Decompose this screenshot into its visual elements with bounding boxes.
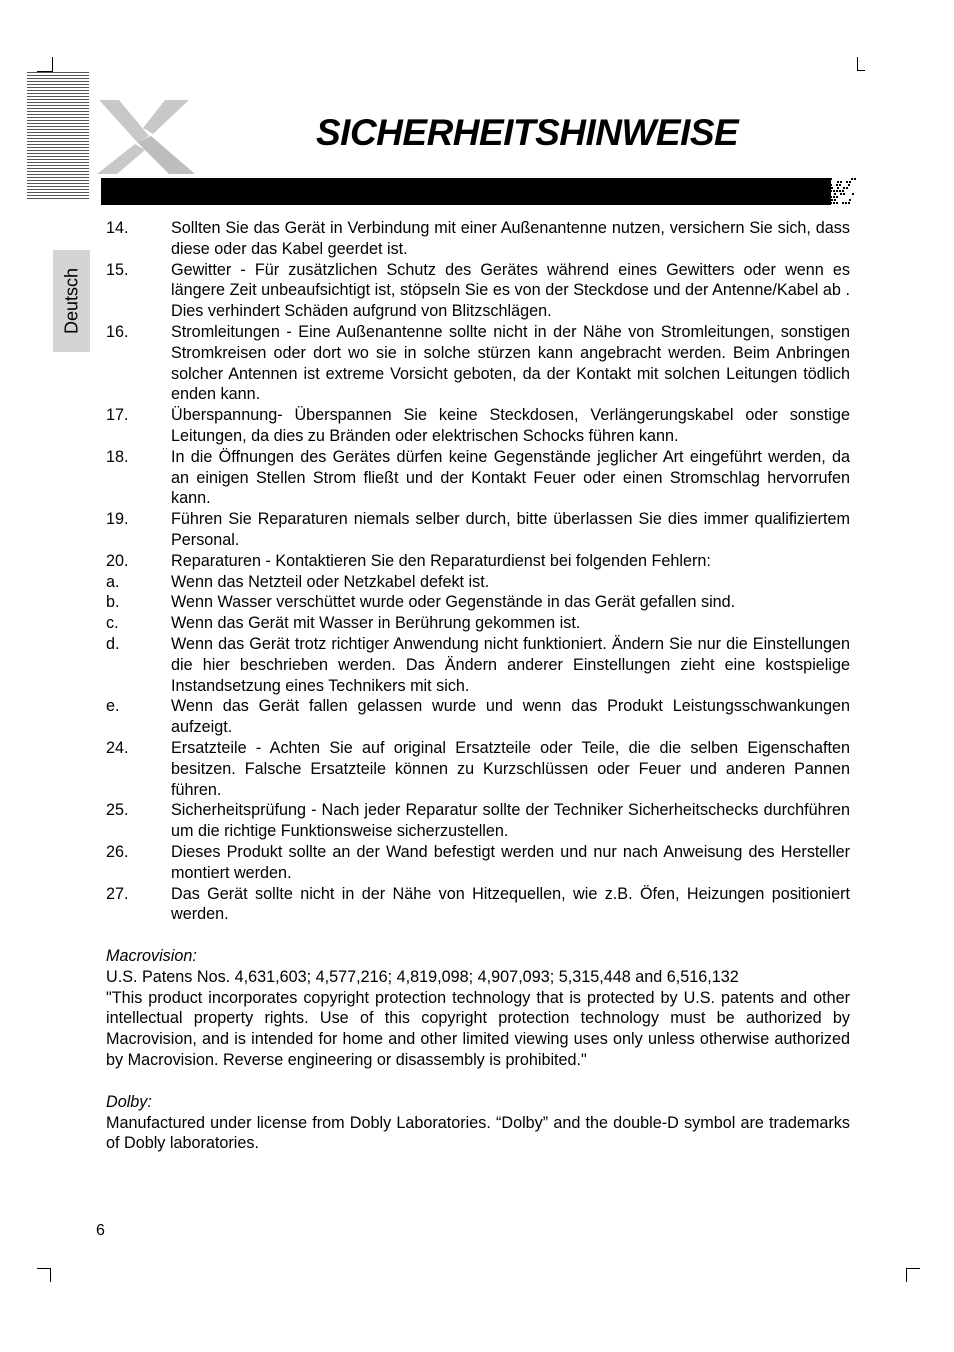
brand-x-logo bbox=[97, 98, 197, 178]
list-item-text: Stromleitungen - Eine Außenantenne sollte nicht in der Nähe von Stromleitungen, sonstigen Stromkreisen oder dort wo sie in solche stürzen kann angebracht werden. Beim Anbringen solcher Antennen ist extreme Vorsicht geboten, da der Kontakt mit solchen Leitungen tödlich enden kann. bbox=[171, 322, 850, 404]
list-item-text: Das Gerät sollte nicht in der Nähe von Hitzequellen, wie z.B. Öfen, Heizungen positioniert werden. bbox=[171, 884, 850, 924]
list-item-text: Ersatzteile - Achten Sie auf original Ersatzteile oder Teile, die die selben Eigenschaften besitzen. Falsche Ersatzteile können zu Kurzschlüssen oder Feuer und anderen Pannen führen. bbox=[171, 738, 850, 799]
safety-list bbox=[106, 218, 850, 925]
list-item-number: b. bbox=[106, 593, 120, 612]
list-item-text: Sollten Sie das Gerät in Verbindung mit einer Außenantenne nutzen, versichern Sie sich, dass diese oder das Kabel geerdet ist. bbox=[171, 219, 850, 258]
list-item bbox=[106, 592, 850, 613]
macrovision-heading: Macrovision: bbox=[106, 947, 197, 966]
list-item-number: 18. bbox=[106, 447, 129, 466]
title-bar bbox=[101, 178, 831, 205]
list-item-text: In die Öffnungen des Gerätes dürfen keine Gegenstände jeglicher Art eingeführt werden, da an einigen Stellen Strom fließt und der Kontakt Feuer oder einen Stromschlag hervorrufen kann. bbox=[171, 447, 850, 508]
list-item-text: Gewitter - Für zusätzlichen Schutz des Gerätes während eines Gewitters oder wenn es längere Zeit unbeaufsichtigt ist, stöpseln Sie es von der Steckdose und der Antenne/Kabel ab . Dies verhindert Schäden aufgrund von Blitzschlägen. bbox=[171, 260, 850, 321]
macrovision-body: "This product incorporates copyright protection technology that is protected by U.S. patents and other intellectual property rights. Use of this copyright protection technology must be authorized by Macrovision, and is intended for home and other limited viewing uses only unless otherwise authorized by Macrovision. Reverse engineering or disassembly is prohibited." bbox=[106, 988, 850, 1070]
list-item bbox=[106, 509, 850, 551]
dolby-body: Manufactured under license from Dobly Laboratories. “Dolby” and the double-D symbol are trademarks of Dobly laboratories. bbox=[106, 1113, 850, 1153]
list-item bbox=[106, 634, 850, 696]
list-item-number: 14. bbox=[106, 219, 129, 237]
title-bar-dither bbox=[818, 178, 856, 205]
dolby-heading: Dolby: bbox=[106, 1092, 152, 1111]
list-item-text: Überspannung- Überspannen Sie keine Steckdosen, Verlängerungskabel oder sonstige Leitungen, da dies zu Bränden oder elektrischen Schocks führen kann. bbox=[171, 406, 850, 445]
macrovision-section bbox=[106, 946, 850, 1071]
list-item-text: Führen Sie Reparaturen niemals selber durch, bitte überlassen Sie dies immer qualifiziertem Personal. bbox=[171, 510, 850, 549]
language-tab-label: Deutsch bbox=[61, 267, 81, 335]
list-item bbox=[106, 322, 850, 405]
list-item bbox=[106, 218, 850, 260]
list-item bbox=[106, 551, 850, 572]
list-item bbox=[106, 696, 850, 738]
list-item-number: e. bbox=[106, 697, 120, 716]
list-item-number: 19. bbox=[106, 510, 129, 529]
list-item-text: Dieses Produkt sollte an der Wand befestigt werden und nur nach Anweisung des Hersteller montiert werden. bbox=[171, 842, 850, 882]
page-number: 6 bbox=[96, 1222, 105, 1239]
dolby-section bbox=[106, 1092, 850, 1154]
language-tab bbox=[53, 250, 90, 352]
list-item-text: Reparaturen - Kontaktieren Sie den Reparaturdienst bei folgenden Fehlern: bbox=[171, 551, 711, 570]
list-item bbox=[106, 738, 850, 800]
list-item-number: 20. bbox=[106, 551, 129, 570]
list-item-number: c. bbox=[106, 614, 119, 633]
list-item-number: 17. bbox=[106, 406, 129, 425]
header-stripes bbox=[27, 72, 89, 200]
list-item bbox=[106, 842, 850, 884]
list-item bbox=[106, 884, 850, 926]
list-item bbox=[106, 260, 850, 322]
page-title: SICHERHEITSHINWEISE bbox=[316, 112, 739, 153]
main-content bbox=[106, 218, 850, 1154]
list-item-number: 27. bbox=[106, 884, 129, 903]
list-item-number: 15. bbox=[106, 260, 129, 279]
list-item-number: d. bbox=[106, 634, 120, 653]
macrovision-patents: U.S. Patens Nos. 4,631,603; 4,577,216; 4,819,098; 4,907,093; 5,315,448 and 6,516,132 bbox=[106, 967, 739, 986]
list-item-number: 16. bbox=[106, 322, 129, 341]
list-item-number: 24. bbox=[106, 738, 129, 757]
list-item-text: Wenn das Gerät fallen gelassen wurde und wenn das Produkt Leistungsschwankungen aufzeigt. bbox=[171, 697, 850, 737]
list-item-number: 26. bbox=[106, 842, 129, 861]
list-item-number: a. bbox=[106, 572, 120, 591]
list-item bbox=[106, 572, 850, 593]
list-item-number: 25. bbox=[106, 801, 129, 820]
list-item-text: Wenn Wasser verschüttet wurde oder Gegenstände in das Gerät gefallen sind. bbox=[171, 593, 736, 612]
list-item bbox=[106, 447, 850, 509]
list-item-text: Wenn das Gerät trotz richtiger Anwendung nicht funktioniert. Ändern Sie nur die Einstellungen die hier beschrieben werden. Das Ändern anderer Einstellungen zieht eine kostspielige Instandsetzung eines Technikers mit sich. bbox=[171, 634, 850, 695]
list-item-text: Wenn das Netzteil oder Netzkabel defekt ist. bbox=[171, 572, 490, 591]
list-item-text: Wenn das Gerät mit Wasser in Berührung gekommen ist. bbox=[171, 614, 581, 633]
list-item-text: Sicherheitsprüfung - Nach jeder Reparatur sollte der Techniker Sicherheitschecks durchführen um die richtige Funktionsweise sicherzustellen. bbox=[171, 801, 850, 841]
list-item bbox=[106, 800, 850, 842]
list-item bbox=[106, 613, 850, 634]
list-item bbox=[106, 405, 850, 447]
